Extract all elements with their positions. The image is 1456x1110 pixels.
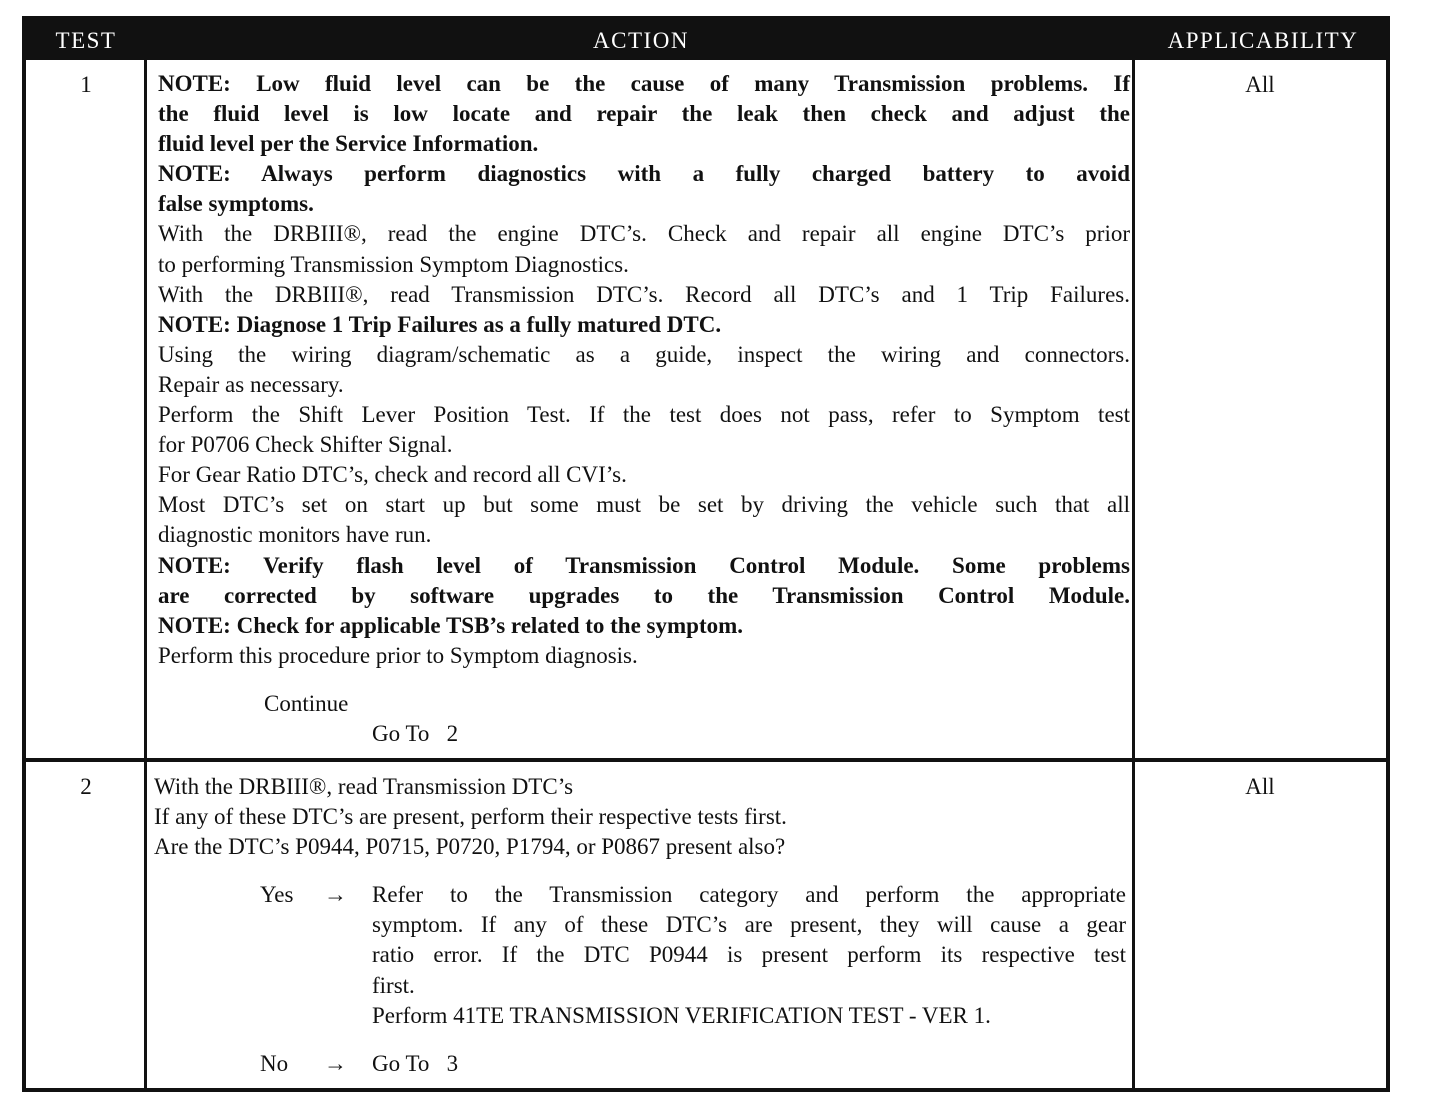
action-line: With the DRBIII®, read the engine DTC’s. Check and repair all engine DTC’s prior	[158, 221, 1130, 247]
action-line: Perform the Shift Lever Position Test. If the test does not pass, refer to Symptom test	[158, 402, 1130, 428]
action-line: With the DRBIII®, read Transmission DTC’s. Record all DTC’s and 1 Trip Failures.	[158, 281, 1130, 307]
action-line: With the DRBIII®, read Transmission DTC’s	[154, 774, 574, 799]
action-line: Perform this procedure prior to Symptom diagnosis.	[158, 642, 638, 668]
yes-line: Perform 41TE TRANSMISSION VERIFICATION TEST - VER 1.	[372, 1002, 991, 1028]
row-divider	[26, 758, 1386, 762]
column-divider-applicability	[1132, 60, 1135, 1092]
right-arrow-icon: →	[324, 1050, 347, 1076]
applicability-1: All	[1245, 72, 1275, 97]
note-line: NOTE: Always perform diagnostics with a fully charged battery to avoid	[158, 161, 1130, 187]
note-line: NOTE: Low fluid level can be the cause of many Transmission problems. If	[158, 71, 1130, 96]
test-number-1: 1	[80, 72, 92, 97]
note-line: NOTE: Diagnose 1 Trip Failures as a fully matured DTC.	[158, 311, 722, 337]
yes-line: Refer to the Transmission category and perform the appropriate	[372, 882, 1126, 908]
right-arrow-icon: →	[324, 882, 347, 908]
action-line: Are the DTC’s P0944, P0715, P0720, P1794, or P0867 present also?	[154, 834, 786, 860]
no-label: No	[260, 1050, 289, 1076]
table-header	[26, 20, 1386, 60]
note-line: are corrected by software upgrades to the Transmission Control Module.	[158, 582, 1130, 608]
action-cell-2	[154, 772, 1126, 1079]
header-applicability: APPLICABILITY	[1167, 28, 1359, 53]
goto-step-2: Go To 2	[372, 720, 459, 746]
action-line: For Gear Ratio DTC’s, check and record all CVI’s.	[158, 462, 627, 488]
goto-step-3: Go To 3	[372, 1050, 459, 1076]
yes-line: symptom. If any of these DTC’s are present, they will cause a gear	[372, 912, 1126, 938]
note-line: fluid level per the Service Information.	[158, 131, 539, 157]
yes-line: ratio error. If the DTC P0944 is present perform its respective test	[372, 942, 1126, 968]
column-divider-test	[144, 60, 147, 1092]
applicability-2: All	[1245, 774, 1275, 799]
note-line: NOTE: Verify flash level of Transmission Control Module. Some problems	[158, 552, 1130, 578]
action-line: for P0706 Check Shifter Signal.	[158, 432, 453, 458]
no-branch	[154, 1049, 1126, 1079]
header-test: TEST	[55, 28, 117, 53]
action-line: If any of these DTC’s are present, perform their respective tests first.	[154, 804, 787, 830]
action-line: to performing Transmission Symptom Diagnostics.	[158, 251, 629, 277]
header-action: ACTION	[593, 28, 689, 53]
yes-label: Yes	[260, 882, 294, 908]
action-line: Most DTC’s set on start up but some must be set by driving the vehicle such that all	[158, 492, 1130, 518]
note-line: the fluid level is low locate and repair the leak then check and adjust the	[158, 101, 1130, 127]
continue-label: Continue	[264, 690, 349, 716]
action-line: Using the wiring diagram/schematic as a guide, inspect the wiring and connectors.	[158, 341, 1130, 367]
note-line: NOTE: Check for applicable TSB’s related to the symptom.	[158, 612, 744, 638]
action-cell-1	[158, 69, 1130, 749]
note-line: false symptoms.	[158, 191, 314, 217]
yes-line: first.	[372, 972, 415, 998]
action-line: diagnostic monitors have run.	[158, 522, 432, 548]
test-number-2: 2	[80, 774, 92, 799]
diagnostic-table	[22, 16, 1390, 1092]
yes-branch	[154, 880, 1126, 1030]
action-line: Repair as necessary.	[158, 371, 344, 397]
